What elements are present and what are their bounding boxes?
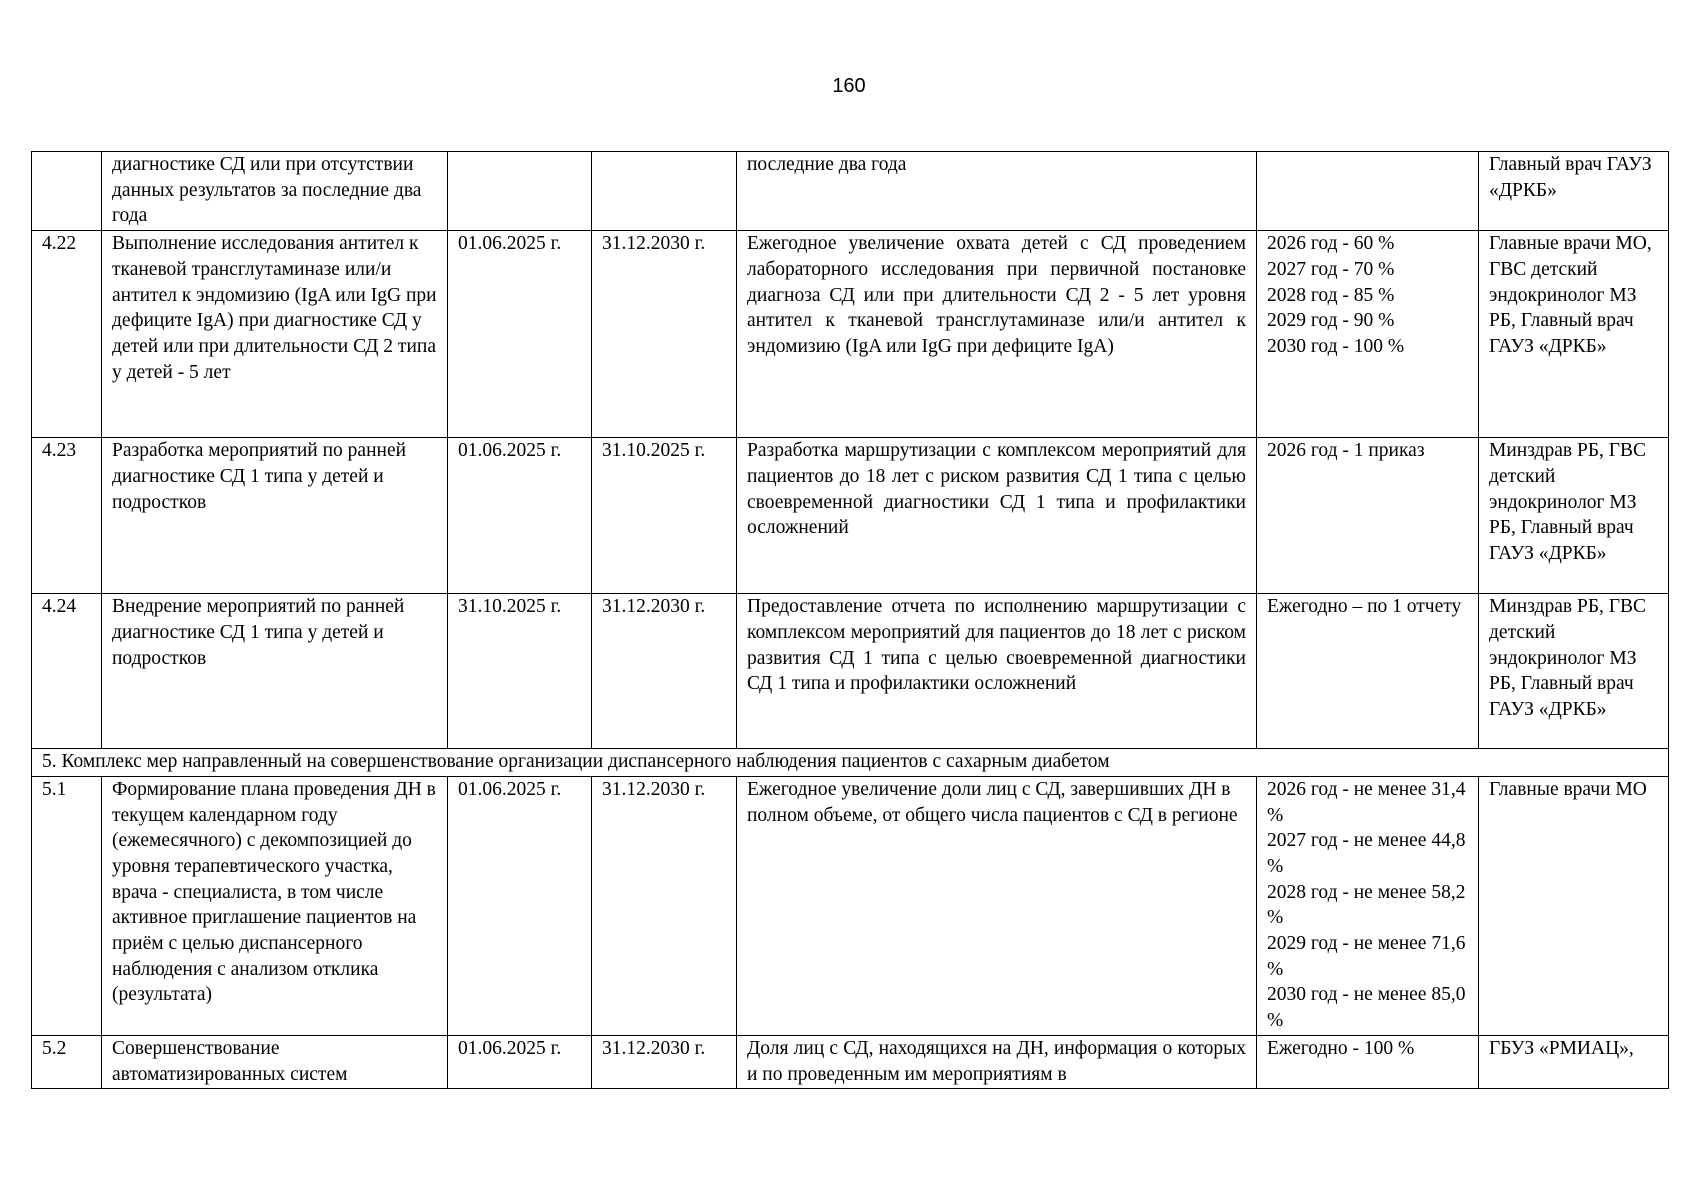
event-cell: Внедрение мероприятий по ранней диагностике СД 1 типа у детей и подростков — [102, 594, 448, 749]
table-row — [32, 231, 1669, 438]
end-date-cell: 31.12.2030 г. — [592, 776, 737, 1035]
end-date-cell — [592, 152, 737, 231]
event-cell: Выполнение исследования антител к тканевой трансглутаминазе или/и антител к эндомизию (IgA или IgG при дефиците IgA) при диагностике СД у детей или при длительности СД 2 типа у детей - 5 лет — [102, 231, 448, 438]
section-title: 5. Комплекс мер направленный на совершенствование организации диспансерного наблюдения пациентов с сахарным диабетом — [32, 749, 1669, 777]
indicator-cell: последние два года — [737, 152, 1257, 231]
item-number-cell: 4.23 — [32, 438, 102, 594]
event-cell: Формирование плана проведения ДН в текущем календарном году (ежемесячного) с декомпозицией до уровня терапевтического участка, врача - специалиста, в том числе активное приглашение пациентов на приём с целью диспансерного наблюдения с анализом отклика (результата) — [102, 776, 448, 1035]
target-cell: 2026 год - 60 % 2027 год - 70 % 2028 год - 85 % 2029 год - 90 % 2030 год - 100 % — [1257, 231, 1479, 438]
table-row — [32, 152, 1669, 231]
end-date-cell: 31.10.2025 г. — [592, 438, 737, 594]
target-cell: 2026 год - 1 приказ — [1257, 438, 1479, 594]
item-number-cell: 4.24 — [32, 594, 102, 749]
target-cell: 2026 год - не менее 31,4 % 2027 год - не менее 44,8 % 2028 год - не менее 58,2 % 2029 год - не менее 71,6 % 2030 год - не менее 85,0 % — [1257, 776, 1479, 1035]
table-row — [32, 776, 1669, 1035]
start-date-cell: 01.06.2025 г. — [448, 231, 592, 438]
item-number-cell: 5.1 — [32, 776, 102, 1035]
indicator-cell: Предоставление отчета по исполнению маршрутизации с комплексом мероприятий для пациентов до 18 лет с риском развития СД 1 типа с целью своевременной диагностики СД 1 типа и профилактики осложнений — [737, 594, 1257, 749]
table-row — [32, 1035, 1669, 1088]
end-date-cell: 31.12.2030 г. — [592, 231, 737, 438]
end-date-cell: 31.12.2030 г. — [592, 1035, 737, 1088]
target-cell: Ежегодно – по 1 отчету — [1257, 594, 1479, 749]
indicator-cell: Доля лиц с СД, находящихся на ДН, информация о которых и по проведенным им мероприятиям в — [737, 1035, 1257, 1088]
responsible-cell: Главные врачи МО, ГВС детский эндокринолог МЗ РБ, Главный врач ГАУЗ «ДРКБ» — [1479, 231, 1669, 438]
target-cell — [1257, 152, 1479, 231]
target-cell: Ежегодно - 100 % — [1257, 1035, 1479, 1088]
start-date-cell: 01.06.2025 г. — [448, 776, 592, 1035]
event-cell: Разработка мероприятий по ранней диагностике СД 1 типа у детей и подростков — [102, 438, 448, 594]
responsible-cell: Минздрав РБ, ГВС детский эндокринолог МЗ РБ, Главный врач ГАУЗ «ДРКБ» — [1479, 594, 1669, 749]
table-row — [32, 594, 1669, 749]
action-plan-table — [31, 151, 1669, 1089]
start-date-cell: 01.06.2025 г. — [448, 1035, 592, 1088]
indicator-cell: Ежегодное увеличение охвата детей с СД проведением лабораторного исследования при первичной постановке диагноза СД или при длительности СД 2 - 5 лет уровня антител к тканевой трансглутаминазе или/и антител к эндомизию (IgA или IgG при дефиците IgA) — [737, 231, 1257, 438]
table-row — [32, 438, 1669, 594]
page-number: 160 — [832, 75, 866, 97]
indicator-cell: Разработка маршрутизации с комплексом мероприятий для пациентов до 18 лет с риском развития СД 1 типа с целью своевременной диагностики СД 1 типа и профилактики осложнений — [737, 438, 1257, 594]
event-cell: диагностике СД или при отсутствии данных результатов за последние два года — [102, 152, 448, 231]
responsible-cell: Главный врач ГАУЗ «ДРКБ» — [1479, 152, 1669, 231]
item-number-cell — [32, 152, 102, 231]
responsible-cell: Главные врачи МО — [1479, 776, 1669, 1035]
section-header-row — [32, 749, 1669, 777]
start-date-cell: 01.06.2025 г. — [448, 438, 592, 594]
indicator-cell: Ежегодное увеличение доли лиц с СД, завершивших ДН в полном объеме, от общего числа пациентов с СД в регионе — [737, 776, 1257, 1035]
start-date-cell — [448, 152, 592, 231]
responsible-cell: ГБУЗ «РМИАЦ», — [1479, 1035, 1669, 1088]
item-number-cell: 4.22 — [32, 231, 102, 438]
event-cell: Совершенствование автоматизированных систем — [102, 1035, 448, 1088]
item-number-cell: 5.2 — [32, 1035, 102, 1088]
start-date-cell: 31.10.2025 г. — [448, 594, 592, 749]
responsible-cell: Минздрав РБ, ГВС детский эндокринолог МЗ РБ, Главный врач ГАУЗ «ДРКБ» — [1479, 438, 1669, 594]
end-date-cell: 31.12.2030 г. — [592, 594, 737, 749]
